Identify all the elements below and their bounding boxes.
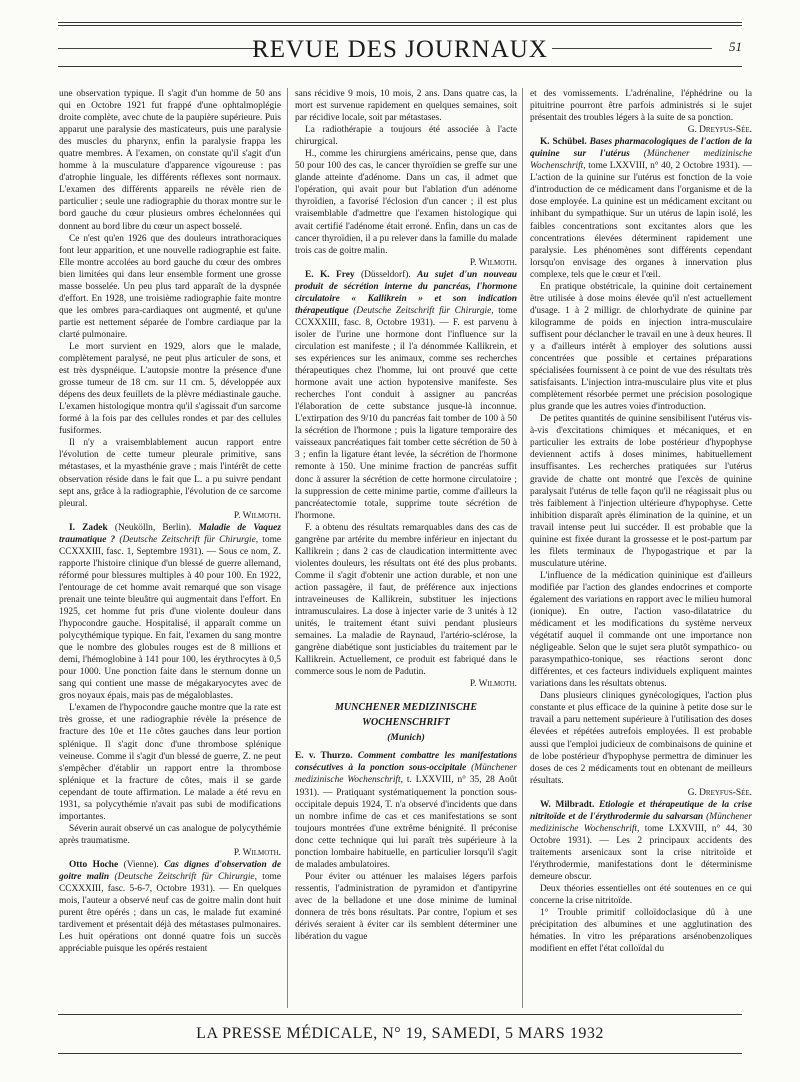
article-title: Cas dignes d'observation de goitre malin [59,860,281,883]
article-title: Etiologie et thérapeutique de la crise nitritoïde et de l'érythrodermie du salvarsan [530,799,752,822]
article-body: tome CCXXXIII, fasc. 8, Octobre 1931). — F. est parvenu à isoler de l'urine une hormone dont l'influence sur la circulation est manifeste ; il l'a dénommée Kallikrein, et ses expériences sur les animaux, comme ses recherches thérapeutiques chez l'homme, lui ont prouvé que cette hormone avait une action hypotensive manifeste. Ses recherches l'ont conduit à assigner au pancréas l'élaboration de cette substance jusque-là inconnue. L'extirpation des 9/10 du pancréas fait tomber de 100 à 50 la sécrétion de l'hormone ; puis la ligature temporaire des vaisseaux pancréatiques fait tomber cette sécrétion de 50 à 3 ; enfin la ligature étant levée, la sécrétion de l'hormone remonte à 150. Une minime fraction de pancréas suffit donc à assurer la sécrétion de cette hormone circulatoire ; la suppression de cette minime partie, comme d'ailleurs la pancréatectomie totale, supprime toute sécrétion de l'hormone. [295,305,517,521]
paragraph: Dans plusieurs cliniques gynécologiques, l'action plus constante et plus efficace de la quinine à petite dose sur le travail a paru nettement supérieure à l'utilisation des doses élevées et répétées autrefois employées. Il est probable aussi que l'emploi judicieux de combinaisons de quinine et de lobe postérieur d'hypophyse permettra de diminuer les doses de ces 2 médicaments tout en obtenant de meilleurs résultats. [530,691,752,786]
signature: P. Wilmoth. [469,679,517,690]
article-author: W. Milbradt. [540,799,595,810]
article-title: Bases pharmacologiques de l'action de la quinine sur l'utérus [530,137,752,160]
article-body: t. LXXVIII, n° 35, 28 Août 1931). — Pratiquant systématiquement la ponction sous-occipitale depuis 1924, T. n'a observé d'incidents que dans un nombre infime de cas et ces manifestations se sont toujours montrées d'une extrême bénignité. Il préconise donc cette technique qui lui paraît très supérieure à la ponction lombaire habituelle, en particulier lorsqu'il s'agit de malades ambulatoires. [295,775,517,870]
footer-bottom-rule [58,1053,742,1054]
signature: P. Wilmoth. [469,257,517,268]
article-source: (Münchener medizinische Wochenschrift, [530,811,752,834]
article-schubel [530,136,752,281]
article-title: Maladie de Vaquez traumatique ? [59,522,281,545]
header-line-right [552,48,712,49]
paragraph: Pour éviter ou atténuer les malaises légers parfois ressentis, l'administration de pyramidon et d'antipyrine avec de la belladone et une dose minime de luminal donnera de très bons résultats. Par contre, l'opium et ses dérivés seraient à éviter car ils semblent déterminer une libération du vague [295,871,517,943]
author-location: (Vienne). [118,860,165,870]
paragraph: Ce n'est qu'en 1926 que des douleurs intrathoraciques font leur apparition, et une nouvelle radiographie est faite. Elle montre accolées au bord gauche du cœur des ombres bien limitées qui dans leur ensemble forment une grosse masse bosselée. Un peu plus tard apparaît de la dyspnée d'effort. En 1928, une troisième radiographie faite montre que les ombres para-cardiaques ont augmenté, et qu'une partie est nettement séparée de l'ombre cardiaque par la clarté pulmonaire. [59,233,281,340]
column-1 [59,88,281,1008]
signature: G. Dreyfus-Sée. [687,787,752,798]
author-location: (Neukölln, Berlin). [107,522,199,533]
article-milbradt [530,799,752,883]
article-author: E. K. Frey [305,269,355,280]
paragraph: Il n'y a vraisemblablement aucun rapport entre l'évolution de cette tumeur pleurale primitive, sans métastases, et la myasthénie grave ; mais l'intérêt de cette observation réside dans le fait que L. a pu suivre pendant sept ans, grâce à la radiographie, l'évolution de ce sarcome pleural. [59,438,281,509]
paragraph: H., comme les chirurgiens américains, pense que, dans 50 pour 100 des cas, le cancer thyroïdien se greffe sur une glande atteinte d'adénome. Dans un cas, il admet que l'opération, qui avait pour but l'ablation d'un adénome thyroïdien, a favorisé l'éclosion d'un cancer ; il est plus vraisemblable d'admettre que l'examen histologique qui avait certifié l'adénome était erroné. Enfin, dans un cas de cancer thyroïdien, il a pu relever dans la famille du malade trois cas de goitre malin. [295,149,517,256]
article-zadek [59,522,281,703]
article-source: (Münchener medizinische Wochenschrift, [295,763,517,786]
column-2 [295,88,517,1008]
article-title: Comment combattre les manifestations consécutives à la ponction sous-occipitale [295,751,517,774]
article-title: Au sujet d'un nouveau produit de sécrétion interne du pancréas, l'hormone circulatoire « Kallikrein » et son indication thérapeutique [295,269,517,316]
article-source: (Deutsche Zeitschrift für Chirurgie, [109,872,257,883]
article-frey [295,269,517,522]
page-footer [58,1013,742,1053]
article-author: Otto Hoche [69,860,119,870]
paragraph: 1° Trouble primitif colloïdoclasique dû à une précipitation des albumines et une agglutination des hématies. In vitro les préparations arsénobenzoliques modifient en effet l'état colloïdal du [530,908,752,955]
paragraph: L'examen de l'hypocondre gauche montre que la rate est très grosse, et une radiographie révèle la présence de fracture des 10e et 11e côtes gauches dans leur portion splénique. Il s'agit donc d'une thrombose splénique veineuse. Comme il s'agit d'un blessé de guerre, Z. ne peut s'empêcher d'établir un rapport entre la thrombose splénique et la fracture de côtes, mais il se garde cependant de toute affirmation. Le malade a été revu en 1931, sa polycythémie n'avait pas subi de modifications importantes. [59,703,281,822]
article-hoche [59,859,281,955]
page-header [58,29,742,63]
paragraph: Le mort survient en 1929, alors que le malade, complètement paralysé, ne peut plus articuler de sons, et est très dyspnéique. L'autopsie montre la présence d'une grosse tumeur de 18 cm. sur 11 cm. 5, développée aux dépens des deux feuillets de la plèvre médiastinale gauche. L'examen histologique montra qu'il s'agissait d'un sarcome formé à la fois par des cellules rondes et par des cellules fusiformes. [59,341,281,437]
paragraph: La radiothérapie a toujours été associée à l'acte chirurgical. [295,125,517,148]
paragraph: et des vomissements. L'adrénaline, l'éphédrine ou la pituitrine pourront être parfois administrés si le sujet présentait des troubles légers à la suite de sa ponction. [530,89,752,124]
article-body: tome LXXVIII, n° 44, 30 Octobre 1931). — Les 2 principaux accidents des traitements arsenicaux sont la crise nitritoïde et l'érythrodermie, manifestations dont le déterminisme demeure obscur. [530,823,752,883]
running-title: REVUE DES JOURNAUX [252,36,548,63]
paragraph: sans récidive 9 mois, 10 mois, 2 ans. Dans quatre cas, la mort est survenue rapidement en quelques semaines, soit par récidive locale, soit par métastases. [295,89,517,124]
article-author: K. Schübel. [540,137,587,148]
column-separator-2 [522,88,523,1008]
author-location: (Düsseldorf). [354,269,418,280]
article-source: (Münchener medizinische Wochenschrift, [530,149,752,172]
article-body: tome CCXXXIII, fasc. 1, Septembre 1931). — Sous ce nom, Z. rapporte l'histoire clinique d'un blessé de guerre allemand, réformé pour blessures multiples à 40 pour 100. En 1922, l'entourage de cet homme avait remarqué que son visage prenait une teinte bleuâtre qui augmentait dans l'effort. En 1925, cet homme fut pris d'une violente douleur dans l'hypocondre gauche. Hospitalisé, il apparaît comme un polycythémique typique. En fait, l'examen du sang montre que le nombre des globules rouges est de 8 millions et demi, l'hémoglobine à 141 pour 100, les érythrocytes à 0,5 pour 1000. Une ponction faite dans le sternum donne un sang qui contient une masse de mégakaryocytes avec de gros noyaux épais, mais pas de mégaloblastes. [59,534,281,702]
journal-city: (Munich) [387,733,425,744]
paragraph: une observation typique. Il s'agit d'un homme de 50 ans qui en Octobre 1921 fut frappé d'une ophtalmoplégie droite complète, avec chute de la paupière supérieure. Puis apparut une paralysie des masticateurs, puis une paralysie des muscles du pharynx, enfin la paralysie frappa les quatre membres. A l'examen, on constate qu'il s'agit d'un homme à la musculature d'apparence vigoureuse : pas d'atrophie linguale, les différents réflexes sont normaux. L'examen des différents appareils ne révèle rien de particulier ; seule une radiographie du thorax montre sur le bord gauche du cœur plusieurs ombres échelonnées qui donnent au bord libre du cœur un aspect bosselé. [59,89,281,232]
signature: P. Wilmoth. [233,847,281,858]
footer-publication-line: LA PRESSE MÉDICALE, N° 19, SAMEDI, 5 MARS 1932 [196,1025,604,1042]
paragraph: L'influence de la médication quininique est d'ailleurs modifiée par l'action des glandes endocrines et comporte également des variations en rapport avec le milieu humoral (ionique). En outre, l'action vaso-dilatatrice du médicament et les modifications du système nerveux végétatif auquel il commande ont une importance non négligeable. Selon que le sujet sera plutôt sympathico- ou parasympathico-tonique, ses réactions seront donc différentes, et ces facteurs individuels expliquent maintes variations dans les résultats obtenus. [530,570,752,690]
journal-heading: MUNCHENER MEDIZINISCHE WOCHENSCHRIFT [335,702,477,729]
signature: G. Dreyfus-Sée. [687,125,752,136]
article-body: tome CCXXXIII, fasc. 5-6-7, Octobre 1931). — En quelques mois, l'auteur a observé neuf cas de goitre malin dont huit purent être opérés ; dans un cas, le malade fut examiné tardivement et présentait déjà des métastases pulmonaires. Les huit opérations ont donné quatre fois un succès appréciable puisque les opérés restaient [59,872,281,955]
header-bottom-rule [58,66,742,67]
column-3 [530,88,752,1008]
paragraph: Deux théories essentielles ont été soutenues en ce qui concerne la crise nitritoïde. [530,884,752,907]
column-separator-1 [287,88,288,1008]
article-author: E. v. Thurzo. [295,751,353,762]
top-rule-2 [58,25,742,26]
paragraph: De petites quantités de quinine sensibilisent l'utérus vis-à-vis d'excitations chimiques et mécaniques, et en particulier les extraits de lobe postérieur d'hypophyse deviennent actifs à doses minimes, habituellement insuffisantes. Les recherches pratiquées sur l'utérus gravide de chatte ont montré que l'excès de quinine paralysait l'utérus de telle façon qu'il ne réagissait plus ou très faiblement à l'injection ultérieure d'hypophyse. Cette inhibition disparaît après élimination de la quinine, et un travail intense peut lui succéder. Il est probable que la quinine est fixée durant la grossesse et le post-partum par les filets terminaux de l'hypogastrique et par la musculature utérine. [530,414,752,569]
article-source: (Deutsche Zeitschrift für Chirurgie, [115,534,259,545]
top-rule-1 [58,22,742,23]
article-source: (Deutsche Zeitschrift für Chirurgie, [348,305,494,316]
paragraph: En pratique obstétricale, la quinine doit certainement être utilisée à dose moins élevée qu'il n'est actuellement d'usage. 1 à 2 milligr. de chlorhydrate de quinine par kilogramme de poids en injection intra-musculaire suffisent pour déclancher le travail en une à deux heures. Il y a d'ailleurs intérêt à employer des solutions aussi concentrées que possible et certaines préparations spécialisées fournissent à ce point de vue des résultats très satisfaisants. L'injection intra-musculaire plus vite et plus complètement résorbée permet une précision posologique plus grande que les autres voies d'introduction. [530,281,752,413]
paragraph: F. a obtenu des résultats remarquables dans des cas de gangrène par artérite du membre inférieur en injectant du Kallikrein ; dans 2 cas de claudication intermittente avec violentes douleurs, les résultats ont été des plus probants. Comme il s'agit d'obtenir une action durable, et non une action passagère, il faut, de préférence aux injections intraveineuses de Kallikrein, substituer les injections intramusculaires. La dose à injecter varie de 3 unités à 12 unités, le traitement étant suivi pendant plusieurs semaines. La maladie de Raynaud, l'artério-sclérose, la gangrène diabétique sont justiciables du traitement par le Kallikrein. Actuellement, ce produit est fabriqué dans le commerce sous le nom de Padutin. [295,522,517,678]
article-body: tome LXXVIII, n° 40, 2 Octobre 1931). — L'action de la quinine sur l'utérus est fonction de la voie d'introduction de ce médicament dans l'organisme et de la dose employée. La quinine est un médicament excitant ou inhibant du sympathique. Sur un utérus de lapin isolé, les faibles concentrations sont excitantes alors que les concentrations élevées déterminent rapidement une paralysie. Les phénomènes sont différents cependant lorsqu'on envisage des organes à innervation plus complexe, tels que le cœur et l'œil. [530,161,752,280]
signature: P. Wilmoth. [233,510,281,521]
article-author: I. Zadek [69,522,108,533]
paragraph: Séverin aurait observé un cas analogue de polycythémie après traumatisme. [59,823,281,846]
article-thurzo [295,750,517,870]
page-number: 51 [729,39,742,54]
